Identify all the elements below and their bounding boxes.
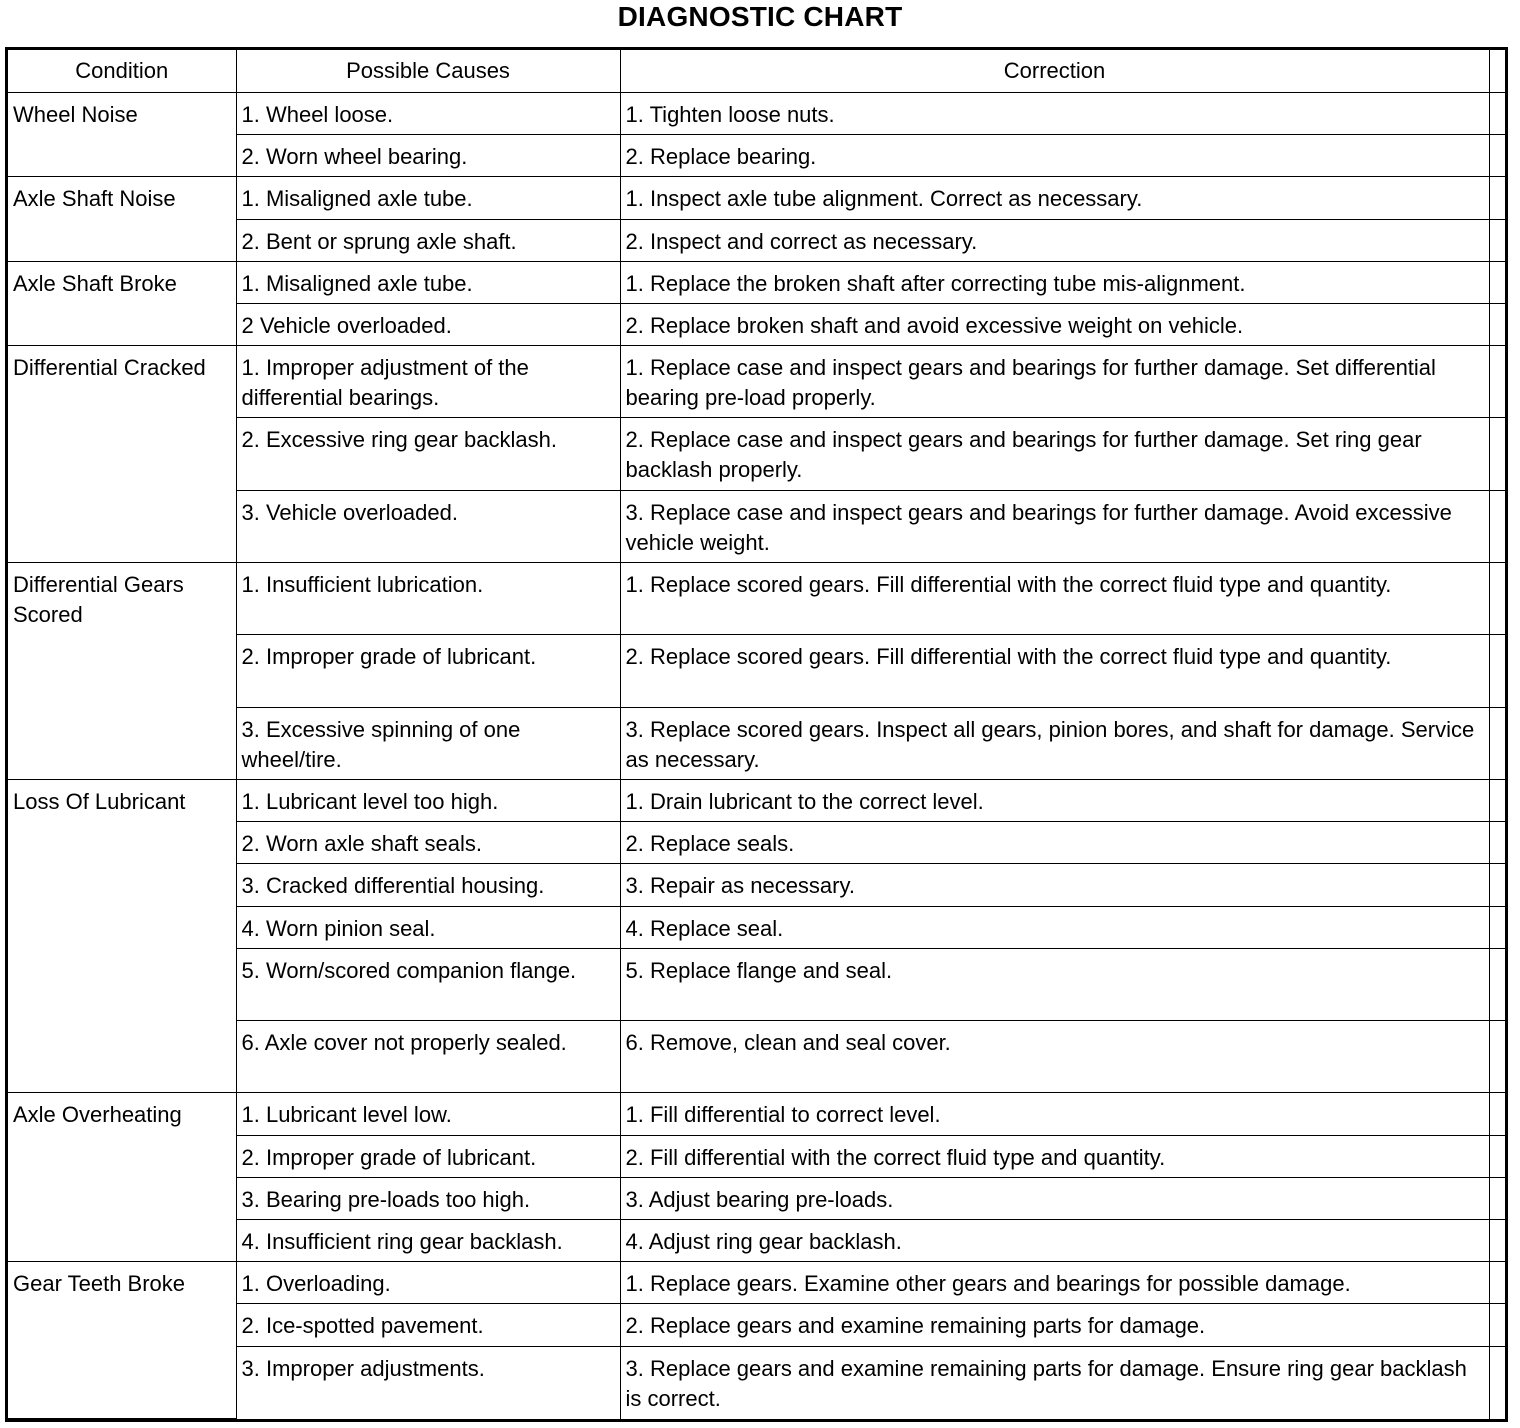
correction-cell: 1. Inspect axle tube alignment. Correct as necessary. xyxy=(620,177,1489,219)
correction-cell: 5. Replace flange and seal. xyxy=(620,948,1489,1020)
cause-cell: 2. Worn wheel bearing. xyxy=(236,135,620,177)
table-row xyxy=(8,93,1505,135)
cause-cell: 3. Bearing pre-loads too high. xyxy=(236,1177,620,1219)
spacer-cell xyxy=(1489,822,1505,864)
spacer-cell xyxy=(1489,1177,1505,1219)
cause-cell: 1. Lubricant level low. xyxy=(236,1093,620,1135)
cause-cell: 2. Worn axle shaft seals. xyxy=(236,822,620,864)
spacer-cell xyxy=(1489,707,1505,779)
correction-cell: 2. Fill differential with the correct fluid type and quantity. xyxy=(620,1135,1489,1177)
condition-cell: Loss Of Lubricant xyxy=(8,780,236,1093)
correction-cell: 6. Remove, clean and seal cover. xyxy=(620,1021,1489,1093)
spacer-cell xyxy=(1489,1219,1505,1261)
cause-cell: 1. Lubricant level too high. xyxy=(236,780,620,822)
correction-cell: 2. Inspect and correct as necessary. xyxy=(620,219,1489,261)
correction-cell: 3. Repair as necessary. xyxy=(620,864,1489,906)
spacer-cell xyxy=(1489,303,1505,345)
cause-cell: 3. Improper adjustments. xyxy=(236,1346,620,1419)
condition-cell: Axle Shaft Broke xyxy=(8,261,236,345)
table-row xyxy=(8,1093,1505,1135)
cause-cell: 1. Wheel loose. xyxy=(236,93,620,135)
spacer-cell xyxy=(1489,1346,1505,1419)
header-condition: Condition xyxy=(8,50,236,93)
table-row xyxy=(8,563,1505,635)
correction-cell: 4. Adjust ring gear backlash. xyxy=(620,1219,1489,1261)
table-row xyxy=(8,261,1505,303)
table-row xyxy=(8,1262,1505,1304)
correction-cell: 3. Replace scored gears. Inspect all gears, pinion bores, and shaft for damage. Service as necessary. xyxy=(620,707,1489,779)
page-title: DIAGNOSTIC CHART xyxy=(617,1,903,32)
condition-cell: Gear Teeth Broke xyxy=(8,1262,236,1419)
cause-cell: 2. Improper grade of lubricant. xyxy=(236,635,620,707)
correction-cell: 1. Replace the broken shaft after correcting tube mis-alignment. xyxy=(620,261,1489,303)
spacer-cell xyxy=(1489,635,1505,707)
cause-cell: 5. Worn/scored companion flange. xyxy=(236,948,620,1020)
correction-cell: 3. Replace case and inspect gears and bearings for further damage. Avoid excessive vehicle weight. xyxy=(620,490,1489,562)
diagnostic-table-frame xyxy=(5,47,1508,1422)
spacer-cell xyxy=(1489,177,1505,219)
correction-cell: 4. Replace seal. xyxy=(620,906,1489,948)
spacer-cell xyxy=(1489,219,1505,261)
spacer-cell xyxy=(1489,1304,1505,1346)
cause-cell: 2. Ice-spotted pavement. xyxy=(236,1304,620,1346)
cause-cell: 3. Excessive spinning of one wheel/tire. xyxy=(236,707,620,779)
diagnostic-table xyxy=(8,50,1505,1419)
correction-cell: 1. Tighten loose nuts. xyxy=(620,93,1489,135)
cause-cell: 1. Overloading. xyxy=(236,1262,620,1304)
cause-cell: 4. Insufficient ring gear backlash. xyxy=(236,1219,620,1261)
header-correction: Correction xyxy=(620,50,1489,93)
table-body xyxy=(8,93,1505,1419)
correction-cell: 3. Adjust bearing pre-loads. xyxy=(620,1177,1489,1219)
header-row xyxy=(8,50,1505,93)
cause-cell: 2 Vehicle overloaded. xyxy=(236,303,620,345)
cause-cell: 4. Worn pinion seal. xyxy=(236,906,620,948)
correction-cell: 2. Replace seals. xyxy=(620,822,1489,864)
spacer-cell xyxy=(1489,864,1505,906)
spacer-cell xyxy=(1489,1093,1505,1135)
cause-cell: 1. Improper adjustment of the differential bearings. xyxy=(236,346,620,418)
cause-cell: 1. Insufficient lubrication. xyxy=(236,563,620,635)
condition-cell: Differential Cracked xyxy=(8,346,236,563)
cause-cell: 2. Excessive ring gear backlash. xyxy=(236,418,620,490)
condition-cell: Differential Gears Scored xyxy=(8,563,236,780)
correction-cell: 2. Replace bearing. xyxy=(620,135,1489,177)
spacer-cell xyxy=(1489,135,1505,177)
table-row xyxy=(8,780,1505,822)
cause-cell: 2. Improper grade of lubricant. xyxy=(236,1135,620,1177)
spacer-cell xyxy=(1489,1262,1505,1304)
correction-cell: 2. Replace broken shaft and avoid excessive weight on vehicle. xyxy=(620,303,1489,345)
cause-cell: 6. Axle cover not properly sealed. xyxy=(236,1021,620,1093)
cause-cell: 1. Misaligned axle tube. xyxy=(236,177,620,219)
correction-cell: 2. Replace case and inspect gears and bearings for further damage. Set ring gear backlash properly. xyxy=(620,418,1489,490)
correction-cell: 3. Replace gears and examine remaining parts for damage. Ensure ring gear backlash is correct. xyxy=(620,1346,1489,1419)
table-row xyxy=(8,346,1505,418)
spacer-cell xyxy=(1489,346,1505,418)
spacer-cell xyxy=(1489,490,1505,562)
header-spacer xyxy=(1489,50,1505,93)
correction-cell: 1. Replace scored gears. Fill differential with the correct fluid type and quantity. xyxy=(620,563,1489,635)
header-possible-causes: Possible Causes xyxy=(236,50,620,93)
spacer-cell xyxy=(1489,780,1505,822)
cause-cell: 3. Vehicle overloaded. xyxy=(236,490,620,562)
spacer-cell xyxy=(1489,948,1505,1020)
cause-cell: 2. Bent or sprung axle shaft. xyxy=(236,219,620,261)
spacer-cell xyxy=(1489,1021,1505,1093)
spacer-cell xyxy=(1489,1135,1505,1177)
condition-cell: Axle Shaft Noise xyxy=(8,177,236,261)
condition-cell: Axle Overheating xyxy=(8,1093,236,1262)
spacer-cell xyxy=(1489,563,1505,635)
correction-cell: 1. Drain lubricant to the correct level. xyxy=(620,780,1489,822)
cause-cell: 3. Cracked differential housing. xyxy=(236,864,620,906)
cause-cell: 1. Misaligned axle tube. xyxy=(236,261,620,303)
correction-cell: 1. Fill differential to correct level. xyxy=(620,1093,1489,1135)
correction-cell: 2. Replace scored gears. Fill differential with the correct fluid type and quantity. xyxy=(620,635,1489,707)
correction-cell: 2. Replace gears and examine remaining parts for damage. xyxy=(620,1304,1489,1346)
spacer-cell xyxy=(1489,418,1505,490)
spacer-cell xyxy=(1489,93,1505,135)
spacer-cell xyxy=(1489,906,1505,948)
correction-cell: 1. Replace case and inspect gears and bearings for further damage. Set differential bearing pre-load properly. xyxy=(620,346,1489,418)
spacer-cell xyxy=(1489,261,1505,303)
table-row xyxy=(8,177,1505,219)
condition-cell: Wheel Noise xyxy=(8,93,236,177)
correction-cell: 1. Replace gears. Examine other gears and bearings for possible damage. xyxy=(620,1262,1489,1304)
